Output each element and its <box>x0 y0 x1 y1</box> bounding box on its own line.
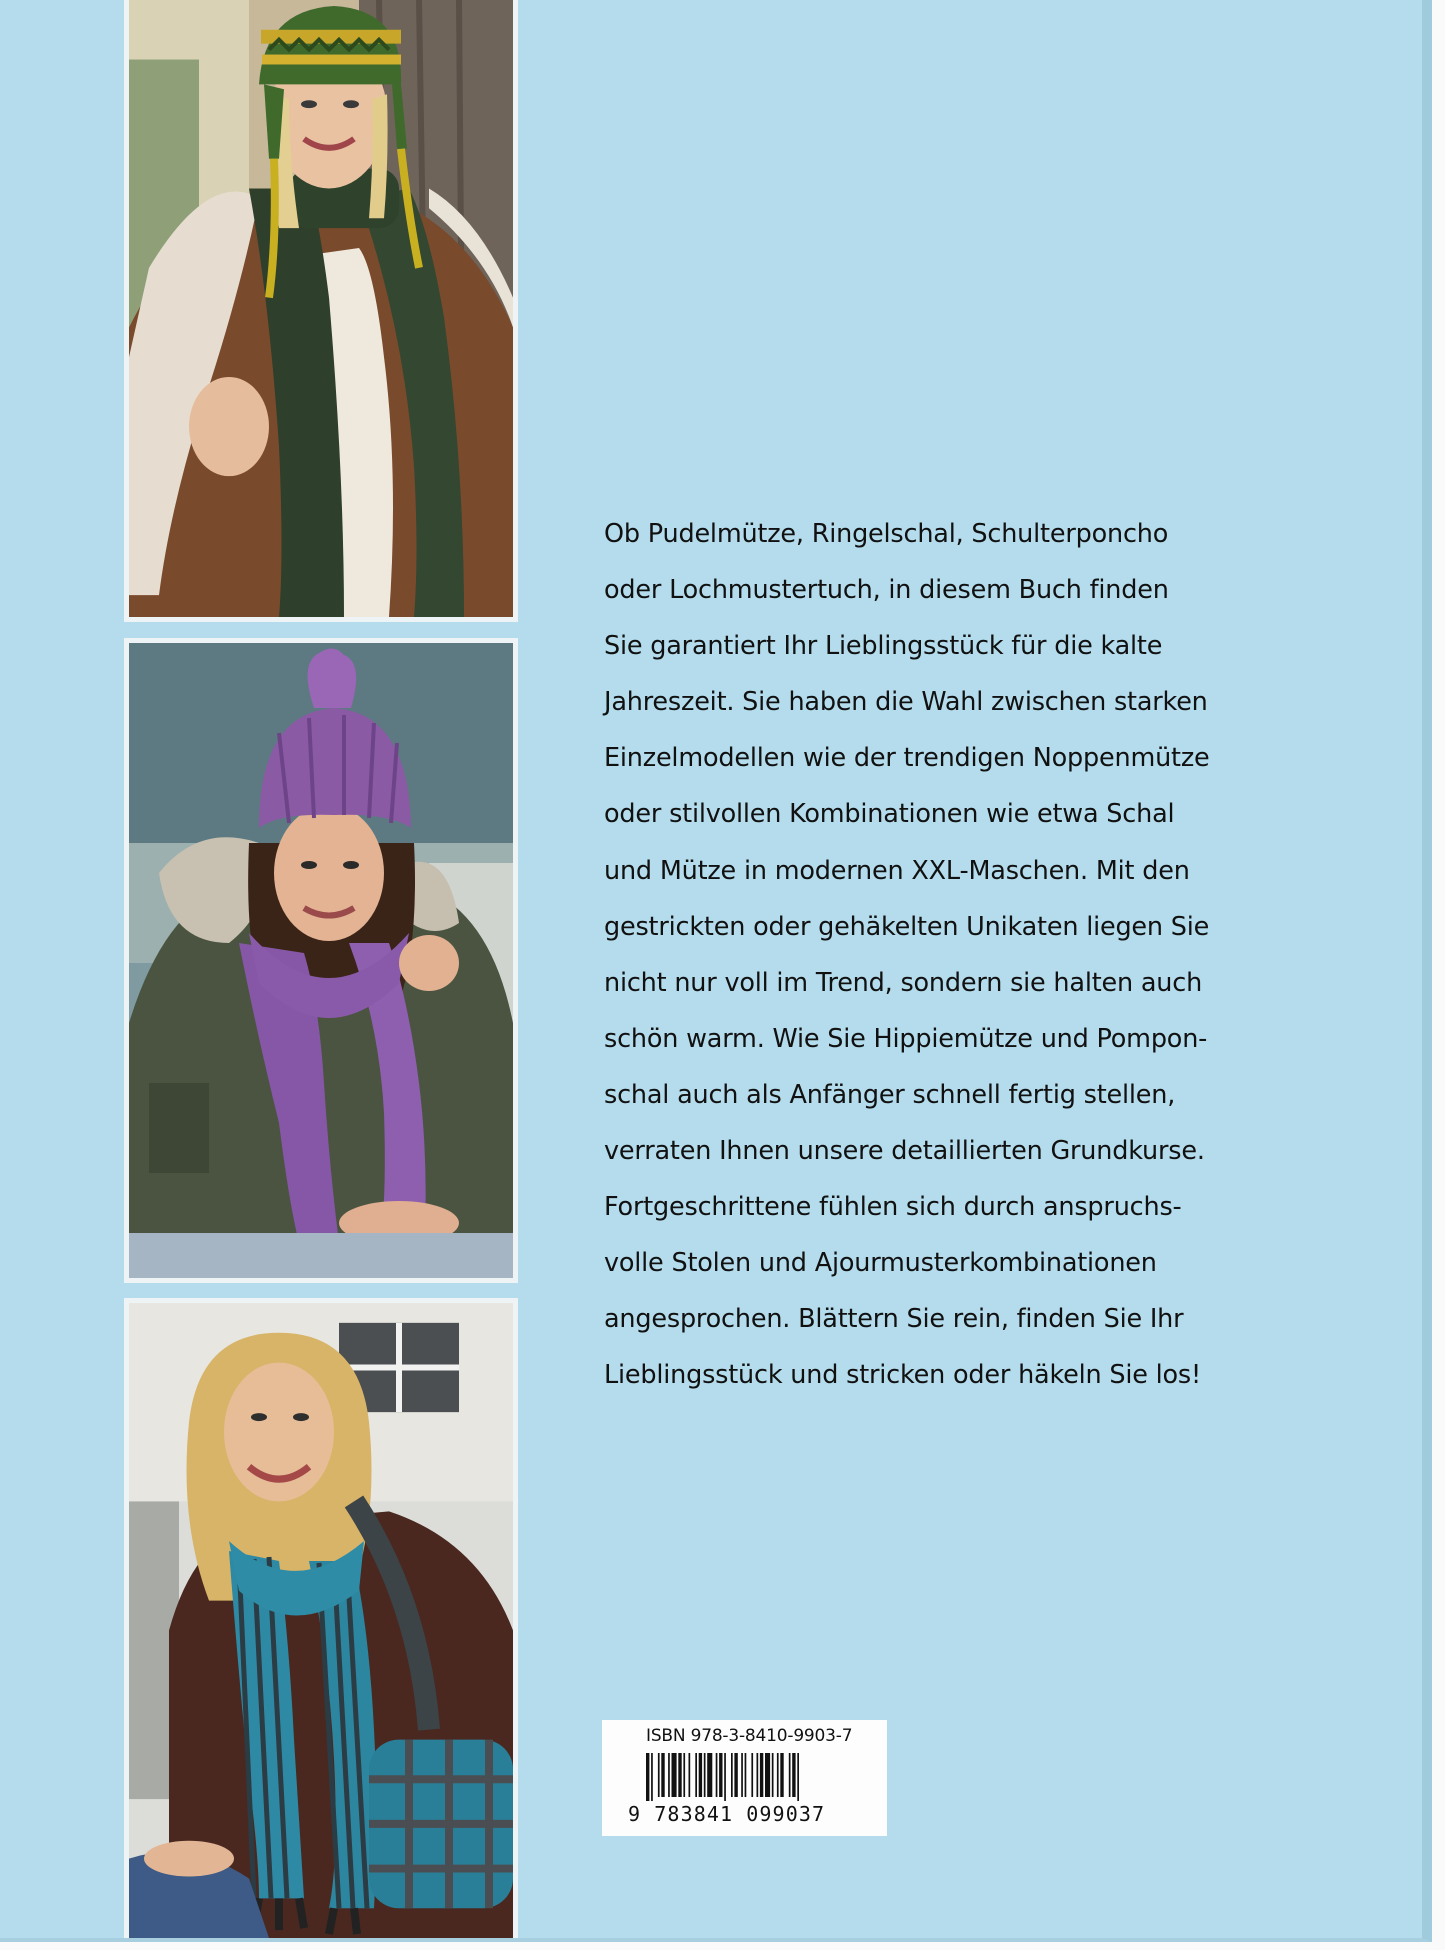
blurb-line: angesprochen. Blättern Sie rein, finden Sie Ihr <box>604 1304 1184 1335</box>
blurb-line: Fortgeschrittene fühlen sich durch anspruchs- <box>604 1192 1182 1223</box>
isbn-number: ISBN 978-3-8410-9903-7 <box>646 1726 853 1746</box>
photo-blue-striped-scarf-bag-image <box>129 1303 513 1938</box>
blurb-line: Ob Pudelmütze, Ringelschal, Schulterponcho <box>604 519 1169 549</box>
blurb-line: volle Stolen und Ajourmusterkombinationen <box>604 1248 1157 1279</box>
blurb-line: nicht nur voll im Trend, sondern sie halten auch <box>604 967 1203 998</box>
photo-green-hat-scarf-image <box>129 0 513 617</box>
blurb-line: Einzelmodellen wie der trendigen Noppenmütze <box>604 743 1210 774</box>
isbn-barcode-label <box>602 1720 887 1836</box>
blurb-line: oder stilvollen Kombinationen wie etwa Schal <box>604 799 1175 830</box>
barcode-icon <box>646 1753 851 1801</box>
blurb-line: schön warm. Wie Sie Hippiemütze und Pompon- <box>604 1023 1208 1054</box>
blurb-line: oder Lochmustertuch, in diesem Buch finden <box>604 575 1169 606</box>
blurb-line: Lieblingsstück und stricken oder häkeln Sie los! <box>604 1360 1202 1391</box>
blurb-line: und Mütze in modernen XXL-Maschen. Mit den <box>604 855 1190 886</box>
photo-blue-striped-scarf-bag <box>124 1298 518 1938</box>
blurb-line: Sie garantiert Ihr Lieblingsstück für die kalte <box>604 631 1163 662</box>
ean-digits: 9 783841 099037 <box>628 1802 826 1826</box>
back-cover-blurb <box>604 506 1244 1404</box>
photo-purple-hat-scarf-image <box>129 643 513 1278</box>
blurb-line: Jahreszeit. Sie haben die Wahl zwischen starken <box>604 687 1208 718</box>
photo-purple-hat-scarf <box>124 638 518 1283</box>
photo-green-hat-scarf <box>124 0 518 622</box>
blurb-line: gestrickten oder gehäkelten Unikaten liegen Sie <box>604 911 1210 942</box>
blurb-line: schal auch als Anfänger schnell fertig stellen, <box>604 1079 1176 1110</box>
blurb-line: verraten Ihnen unsere detaillierten Grundkurse. <box>604 1136 1205 1167</box>
